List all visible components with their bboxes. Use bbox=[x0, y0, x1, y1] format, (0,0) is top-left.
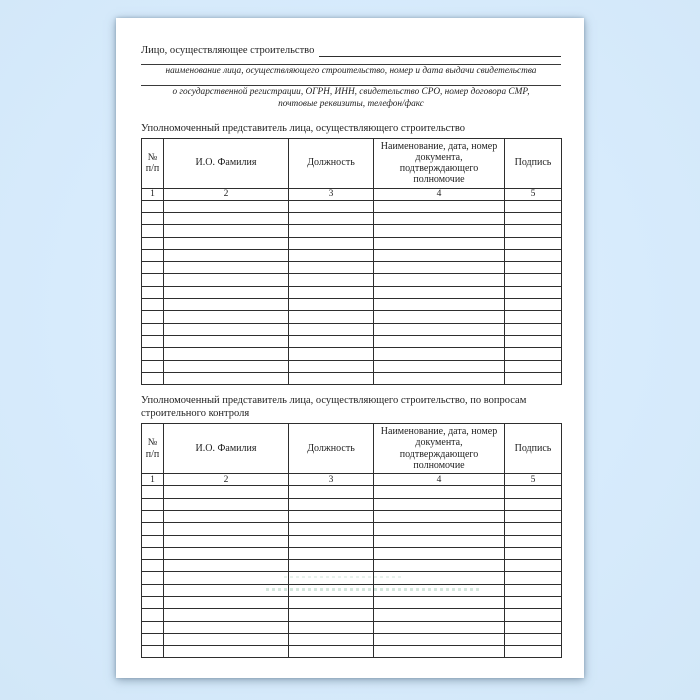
empty-cell bbox=[374, 286, 505, 298]
empty-row bbox=[142, 200, 562, 212]
empty-cell bbox=[164, 621, 289, 633]
empty-cell bbox=[142, 237, 164, 249]
control-representatives-section-title: Уполномоченный представитель лица, осуществляющего строительство, по вопросам строительного контроля bbox=[141, 395, 527, 420]
empty-cell bbox=[374, 646, 505, 658]
empty-row bbox=[142, 212, 562, 224]
column-number-cell: 1 bbox=[142, 188, 164, 200]
column-number-cell: 5 bbox=[505, 188, 562, 200]
empty-cell bbox=[164, 633, 289, 645]
empty-cell bbox=[505, 286, 562, 298]
column-number-cell: 4 bbox=[374, 474, 505, 486]
caption-company-name: наименование лица, осуществляющего строительство, номер и дата выдачи свидетельства bbox=[165, 66, 537, 76]
empty-cell bbox=[164, 360, 289, 372]
empty-cell bbox=[142, 486, 164, 498]
empty-cell bbox=[142, 646, 164, 658]
column-number-cell: 4 bbox=[374, 188, 505, 200]
empty-cell bbox=[164, 299, 289, 311]
empty-cell bbox=[142, 609, 164, 621]
column-header-row bbox=[142, 138, 562, 188]
column-header-cell: № п/п bbox=[142, 138, 164, 188]
empty-cell bbox=[505, 572, 562, 584]
empty-cell bbox=[142, 572, 164, 584]
empty-cell bbox=[164, 547, 289, 559]
empty-cell bbox=[505, 323, 562, 335]
column-header-cell: № п/п bbox=[142, 424, 164, 474]
empty-cell bbox=[164, 609, 289, 621]
empty-cell bbox=[374, 212, 505, 224]
empty-cell bbox=[164, 510, 289, 522]
empty-cell bbox=[289, 360, 374, 372]
empty-cell bbox=[289, 286, 374, 298]
empty-cell bbox=[289, 633, 374, 645]
empty-cell bbox=[505, 510, 562, 522]
empty-cell bbox=[142, 535, 164, 547]
representatives-section-title: Уполномоченный представитель лица, осуществляющего строительство bbox=[141, 122, 465, 134]
column-header-row bbox=[142, 424, 562, 474]
empty-cell bbox=[142, 510, 164, 522]
empty-cell bbox=[374, 535, 505, 547]
empty-cell bbox=[289, 560, 374, 572]
column-number-cell: 3 bbox=[289, 474, 374, 486]
empty-row bbox=[142, 262, 562, 274]
empty-cell bbox=[142, 323, 164, 335]
column-header-cell: И.О. Фамилия bbox=[164, 138, 289, 188]
empty-row bbox=[142, 311, 562, 323]
empty-cell bbox=[505, 646, 562, 658]
fill-in-line-1 bbox=[141, 64, 561, 65]
empty-cell bbox=[142, 311, 164, 323]
empty-cell bbox=[505, 621, 562, 633]
empty-cell bbox=[289, 323, 374, 335]
empty-cell bbox=[505, 212, 562, 224]
representatives-section bbox=[141, 122, 561, 386]
column-number-cell: 2 bbox=[164, 474, 289, 486]
control-representatives-table bbox=[141, 423, 562, 658]
empty-cell bbox=[164, 212, 289, 224]
empty-row bbox=[142, 335, 562, 347]
empty-cell bbox=[164, 486, 289, 498]
empty-row bbox=[142, 609, 562, 621]
empty-cell bbox=[505, 274, 562, 286]
empty-row bbox=[142, 560, 562, 572]
column-number-row bbox=[142, 188, 562, 200]
empty-cell bbox=[289, 547, 374, 559]
empty-row bbox=[142, 299, 562, 311]
empty-cell bbox=[142, 597, 164, 609]
empty-cell bbox=[142, 212, 164, 224]
empty-cell bbox=[164, 535, 289, 547]
column-header-cell: Подпись bbox=[505, 138, 562, 188]
empty-cell bbox=[374, 299, 505, 311]
empty-cell bbox=[289, 200, 374, 212]
empty-cell bbox=[505, 225, 562, 237]
empty-cell bbox=[374, 360, 505, 372]
column-number-row bbox=[142, 474, 562, 486]
column-number-cell: 3 bbox=[289, 188, 374, 200]
empty-cell bbox=[289, 621, 374, 633]
empty-cell bbox=[164, 237, 289, 249]
empty-cell bbox=[374, 597, 505, 609]
empty-row bbox=[142, 621, 562, 633]
empty-cell bbox=[142, 360, 164, 372]
empty-cell bbox=[164, 597, 289, 609]
empty-cell bbox=[142, 286, 164, 298]
empty-cell bbox=[374, 547, 505, 559]
empty-cell bbox=[289, 299, 374, 311]
empty-cell bbox=[505, 360, 562, 372]
empty-row bbox=[142, 348, 562, 360]
empty-cell bbox=[374, 249, 505, 261]
empty-cell bbox=[505, 523, 562, 535]
empty-row bbox=[142, 225, 562, 237]
empty-cell bbox=[289, 262, 374, 274]
empty-cell bbox=[505, 486, 562, 498]
empty-cell bbox=[142, 348, 164, 360]
empty-row bbox=[142, 360, 562, 372]
empty-cell bbox=[505, 299, 562, 311]
empty-row bbox=[142, 286, 562, 298]
column-header-cell: Наименование, дата, номер документа, подтверждающего полномочие bbox=[374, 138, 505, 188]
empty-cell bbox=[374, 560, 505, 572]
empty-cell bbox=[164, 286, 289, 298]
builder-field-row bbox=[141, 42, 561, 57]
empty-cell bbox=[374, 584, 505, 596]
empty-cell bbox=[164, 572, 289, 584]
empty-cell bbox=[505, 262, 562, 274]
empty-cell bbox=[505, 547, 562, 559]
empty-cell bbox=[374, 498, 505, 510]
empty-cell bbox=[164, 311, 289, 323]
empty-cell bbox=[164, 323, 289, 335]
empty-row bbox=[142, 510, 562, 522]
caption-postal-details: почтовые реквизиты, телефон/факс bbox=[278, 99, 424, 109]
empty-cell bbox=[142, 560, 164, 572]
empty-cell bbox=[142, 633, 164, 645]
empty-row bbox=[142, 584, 562, 596]
empty-cell bbox=[289, 510, 374, 522]
empty-cell bbox=[505, 249, 562, 261]
empty-cell bbox=[164, 584, 289, 596]
empty-cell bbox=[142, 274, 164, 286]
empty-cell bbox=[142, 498, 164, 510]
column-number-cell: 5 bbox=[505, 474, 562, 486]
empty-cell bbox=[505, 609, 562, 621]
empty-cell bbox=[289, 225, 374, 237]
empty-cell bbox=[374, 372, 505, 384]
empty-cell bbox=[374, 621, 505, 633]
column-number-cell: 2 bbox=[164, 188, 289, 200]
empty-cell bbox=[142, 249, 164, 261]
empty-cell bbox=[374, 572, 505, 584]
empty-cell bbox=[289, 311, 374, 323]
empty-cell bbox=[164, 335, 289, 347]
control-representatives-section bbox=[141, 394, 561, 658]
empty-row bbox=[142, 323, 562, 335]
empty-cell bbox=[164, 225, 289, 237]
empty-cell bbox=[289, 646, 374, 658]
empty-row bbox=[142, 572, 562, 584]
empty-row bbox=[142, 237, 562, 249]
empty-cell bbox=[289, 274, 374, 286]
empty-cell bbox=[505, 498, 562, 510]
empty-row bbox=[142, 372, 562, 384]
empty-cell bbox=[505, 633, 562, 645]
empty-row bbox=[142, 523, 562, 535]
empty-cell bbox=[164, 274, 289, 286]
column-header-cell: И.О. Фамилия bbox=[164, 424, 289, 474]
empty-cell bbox=[164, 249, 289, 261]
empty-row bbox=[142, 498, 562, 510]
empty-cell bbox=[142, 335, 164, 347]
builder-field-label: Лицо, осуществляющее строительство bbox=[141, 45, 315, 56]
empty-cell bbox=[374, 523, 505, 535]
empty-cell bbox=[164, 348, 289, 360]
fill-in-line-2 bbox=[141, 85, 561, 86]
empty-row bbox=[142, 646, 562, 658]
empty-cell bbox=[289, 597, 374, 609]
column-header-cell: Должность bbox=[289, 424, 374, 474]
empty-cell bbox=[289, 498, 374, 510]
empty-cell bbox=[374, 510, 505, 522]
empty-cell bbox=[374, 237, 505, 249]
empty-cell bbox=[142, 584, 164, 596]
empty-cell bbox=[142, 262, 164, 274]
empty-cell bbox=[374, 633, 505, 645]
empty-cell bbox=[374, 274, 505, 286]
empty-cell bbox=[142, 372, 164, 384]
empty-row bbox=[142, 547, 562, 559]
empty-cell bbox=[142, 547, 164, 559]
empty-cell bbox=[289, 535, 374, 547]
empty-cell bbox=[505, 237, 562, 249]
empty-cell bbox=[374, 225, 505, 237]
column-header-cell: Подпись bbox=[505, 424, 562, 474]
document-page bbox=[116, 18, 584, 678]
empty-row bbox=[142, 597, 562, 609]
column-number-cell: 1 bbox=[142, 474, 164, 486]
empty-cell bbox=[289, 486, 374, 498]
empty-cell bbox=[164, 523, 289, 535]
empty-cell bbox=[289, 249, 374, 261]
empty-cell bbox=[142, 225, 164, 237]
empty-cell bbox=[142, 523, 164, 535]
empty-cell bbox=[164, 646, 289, 658]
empty-cell bbox=[374, 609, 505, 621]
empty-cell bbox=[164, 200, 289, 212]
empty-row bbox=[142, 633, 562, 645]
builder-field-blank-line bbox=[319, 45, 561, 57]
empty-cell bbox=[289, 212, 374, 224]
empty-cell bbox=[505, 597, 562, 609]
empty-cell bbox=[164, 262, 289, 274]
empty-cell bbox=[374, 262, 505, 274]
empty-row bbox=[142, 486, 562, 498]
empty-cell bbox=[142, 621, 164, 633]
empty-cell bbox=[505, 200, 562, 212]
empty-cell bbox=[164, 560, 289, 572]
empty-cell bbox=[505, 584, 562, 596]
empty-cell bbox=[374, 348, 505, 360]
empty-cell bbox=[374, 335, 505, 347]
empty-cell bbox=[374, 323, 505, 335]
empty-cell bbox=[289, 584, 374, 596]
empty-cell bbox=[289, 335, 374, 347]
empty-cell bbox=[374, 486, 505, 498]
empty-cell bbox=[505, 535, 562, 547]
empty-cell bbox=[142, 299, 164, 311]
empty-cell bbox=[164, 372, 289, 384]
empty-row bbox=[142, 249, 562, 261]
representatives-table bbox=[141, 138, 562, 386]
empty-cell bbox=[289, 372, 374, 384]
empty-cell bbox=[505, 372, 562, 384]
empty-cell bbox=[289, 348, 374, 360]
column-header-cell: Наименование, дата, номер документа, подтверждающего полномочие bbox=[374, 424, 505, 474]
column-header-cell: Должность bbox=[289, 138, 374, 188]
empty-cell bbox=[374, 200, 505, 212]
empty-cell bbox=[374, 311, 505, 323]
empty-cell bbox=[289, 609, 374, 621]
empty-cell bbox=[505, 348, 562, 360]
empty-cell bbox=[289, 572, 374, 584]
empty-cell bbox=[142, 200, 164, 212]
empty-cell bbox=[164, 498, 289, 510]
caption-registration-details: о государственной регистрации, ОГРН, ИНН, свидетельство СРО, номер договора СМР, bbox=[172, 86, 530, 97]
empty-cell bbox=[505, 311, 562, 323]
empty-cell bbox=[289, 237, 374, 249]
empty-cell bbox=[505, 560, 562, 572]
empty-cell bbox=[505, 335, 562, 347]
empty-row bbox=[142, 274, 562, 286]
empty-cell bbox=[289, 523, 374, 535]
empty-row bbox=[142, 535, 562, 547]
